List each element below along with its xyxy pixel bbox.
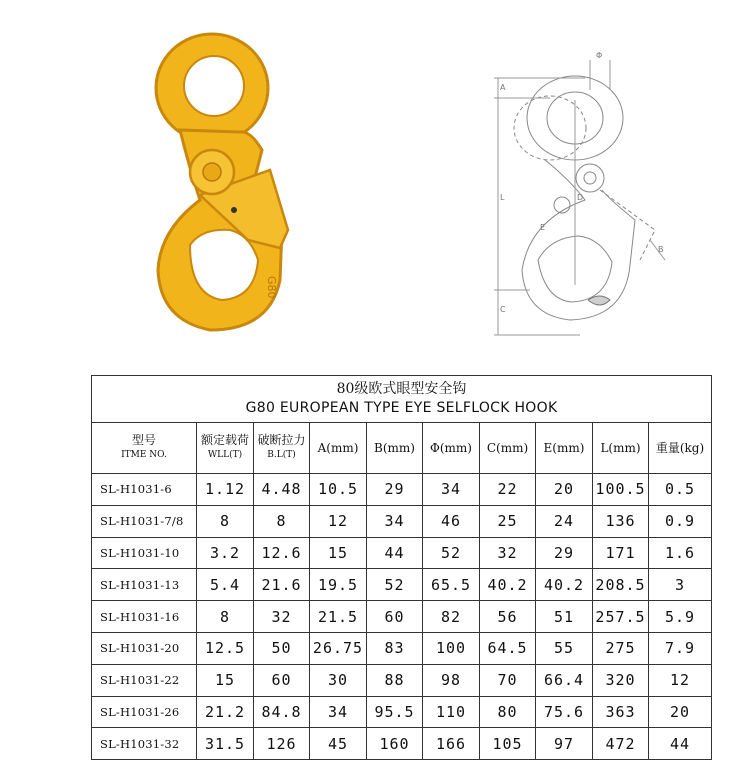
title-english: G80 EUROPEAN TYPE EYE SELFLOCK HOOK <box>245 400 558 416</box>
value-cell: 3 <box>649 569 712 601</box>
value-cell: 1.6 <box>649 537 712 569</box>
dim-label-phi: Φ <box>596 51 603 60</box>
value-cell: 12 <box>649 664 712 696</box>
value-cell: 8 <box>197 601 254 633</box>
header-cell <box>254 423 310 474</box>
value-cell: 472 <box>593 728 649 760</box>
header-cell <box>367 423 423 474</box>
spec-table-container <box>91 375 711 770</box>
value-cell: 60 <box>254 664 310 696</box>
value-cell: 21.6 <box>254 569 310 601</box>
header-label: L(mm) <box>600 440 641 455</box>
header-cell <box>649 423 712 474</box>
model-cell: SL-H1031-16 <box>92 601 197 633</box>
value-cell: 52 <box>423 537 480 569</box>
table-row <box>92 696 712 728</box>
value-cell: 110 <box>423 696 480 728</box>
model-cell: SL-H1031-22 <box>92 664 197 696</box>
value-cell: 208.5 <box>593 569 649 601</box>
value-cell: 29 <box>536 537 593 569</box>
value-cell: 88 <box>367 664 423 696</box>
value-cell: 100 <box>423 632 480 664</box>
value-cell: 51 <box>536 601 593 633</box>
value-cell: 82 <box>423 601 480 633</box>
value-cell: 166 <box>423 728 480 760</box>
value-cell: 15 <box>197 664 254 696</box>
value-cell: 20 <box>649 696 712 728</box>
dim-label-l: L <box>500 193 505 202</box>
header-cell <box>423 423 480 474</box>
value-cell: 21.5 <box>310 601 367 633</box>
value-cell: 26.75 <box>310 632 367 664</box>
value-cell: 44 <box>649 728 712 760</box>
model-cell: SL-H1031-26 <box>92 696 197 728</box>
header-label: A(mm) <box>317 440 359 455</box>
value-cell: 97 <box>536 728 593 760</box>
value-cell: 20 <box>536 474 593 506</box>
header-label: E(mm) <box>543 440 585 455</box>
header-cell <box>536 423 593 474</box>
value-cell: 52 <box>367 569 423 601</box>
value-cell: 31.5 <box>197 728 254 760</box>
value-cell: 44 <box>367 537 423 569</box>
table-row <box>92 664 712 696</box>
hook-photo <box>130 30 330 340</box>
value-cell: 60 <box>367 601 423 633</box>
value-cell: 21.2 <box>197 696 254 728</box>
value-cell: 126 <box>254 728 310 760</box>
value-cell: 320 <box>593 664 649 696</box>
value-cell: 84.8 <box>254 696 310 728</box>
table-row <box>92 505 712 537</box>
title-chinese: 80级欧式眼型安全钩 <box>336 381 467 397</box>
header-sublabel: B.L(T) <box>267 450 296 460</box>
value-cell: 45 <box>310 728 367 760</box>
value-cell: 55 <box>536 632 593 664</box>
hook-technical-drawing <box>490 50 690 340</box>
value-cell: 105 <box>480 728 536 760</box>
value-cell: 100.5 <box>593 474 649 506</box>
header-label: 破断拉力 <box>257 433 306 447</box>
header-sublabel: WLL(T) <box>207 450 243 460</box>
value-cell: 50 <box>254 632 310 664</box>
value-cell: 5.4 <box>197 569 254 601</box>
value-cell: 40.2 <box>480 569 536 601</box>
value-cell: 80 <box>480 696 536 728</box>
value-cell: 7.9 <box>649 632 712 664</box>
value-cell: 171 <box>593 537 649 569</box>
table-row <box>92 728 712 760</box>
model-cell: SL-H1031-7/8 <box>92 505 197 537</box>
table-title <box>92 376 712 423</box>
value-cell: 40.2 <box>536 569 593 601</box>
value-cell: 66.4 <box>536 664 593 696</box>
table-body <box>92 474 712 760</box>
value-cell: 275 <box>593 632 649 664</box>
value-cell: 8 <box>254 505 310 537</box>
table-row <box>92 632 712 664</box>
value-cell: 15 <box>310 537 367 569</box>
value-cell: 34 <box>310 696 367 728</box>
header-label: 重量(kg) <box>655 440 705 455</box>
value-cell: 4.48 <box>254 474 310 506</box>
header-label: Φ(mm) <box>430 440 472 455</box>
value-cell: 46 <box>423 505 480 537</box>
value-cell: 83 <box>367 632 423 664</box>
value-cell: 29 <box>367 474 423 506</box>
value-cell: 34 <box>423 474 480 506</box>
header-cell <box>310 423 367 474</box>
value-cell: 70 <box>480 664 536 696</box>
engraving-text: G80 <box>265 276 278 299</box>
value-cell: 12.6 <box>254 537 310 569</box>
value-cell: 30 <box>310 664 367 696</box>
value-cell: 1.12 <box>197 474 254 506</box>
value-cell: 12.5 <box>197 632 254 664</box>
value-cell: 363 <box>593 696 649 728</box>
value-cell: 0.9 <box>649 505 712 537</box>
model-cell: SL-H1031-6 <box>92 474 197 506</box>
model-cell: SL-H1031-20 <box>92 632 197 664</box>
value-cell: 5.9 <box>649 601 712 633</box>
dim-label-c: C <box>500 305 506 314</box>
dim-label-d: D <box>577 193 584 202</box>
value-cell: 25 <box>480 505 536 537</box>
value-cell: 136 <box>593 505 649 537</box>
dim-label-a: A <box>500 83 506 92</box>
value-cell: 64.5 <box>480 632 536 664</box>
value-cell: 10.5 <box>310 474 367 506</box>
dim-label-e: E <box>540 223 546 232</box>
header-cell <box>480 423 536 474</box>
value-cell: 19.5 <box>310 569 367 601</box>
value-cell: 95.5 <box>367 696 423 728</box>
header-label: B(mm) <box>374 440 415 455</box>
table-row <box>92 474 712 506</box>
value-cell: 12 <box>310 505 367 537</box>
header-cell <box>593 423 649 474</box>
value-cell: 8 <box>197 505 254 537</box>
value-cell: 32 <box>254 601 310 633</box>
value-cell: 0.5 <box>649 474 712 506</box>
value-cell: 160 <box>367 728 423 760</box>
spec-table <box>91 375 712 760</box>
header-label: 型号 <box>131 433 156 447</box>
value-cell: 24 <box>536 505 593 537</box>
value-cell: 22 <box>480 474 536 506</box>
header-cell <box>197 423 254 474</box>
value-cell: 257.5 <box>593 601 649 633</box>
header-label: 额定载荷 <box>200 433 249 447</box>
value-cell: 98 <box>423 664 480 696</box>
value-cell: 3.2 <box>197 537 254 569</box>
header-label: C(mm) <box>486 440 529 455</box>
dim-label-b: B <box>658 245 664 254</box>
table-row <box>92 569 712 601</box>
value-cell: 56 <box>480 601 536 633</box>
table-row <box>92 537 712 569</box>
value-cell: 34 <box>367 505 423 537</box>
model-cell: SL-H1031-32 <box>92 728 197 760</box>
value-cell: 75.6 <box>536 696 593 728</box>
model-cell: SL-H1031-13 <box>92 569 197 601</box>
header-sublabel: ITME NO. <box>121 450 167 460</box>
value-cell: 65.5 <box>423 569 480 601</box>
header-cell <box>92 423 197 474</box>
header-row <box>92 423 712 474</box>
model-cell: SL-H1031-10 <box>92 537 197 569</box>
table-row <box>92 601 712 633</box>
value-cell: 32 <box>480 537 536 569</box>
